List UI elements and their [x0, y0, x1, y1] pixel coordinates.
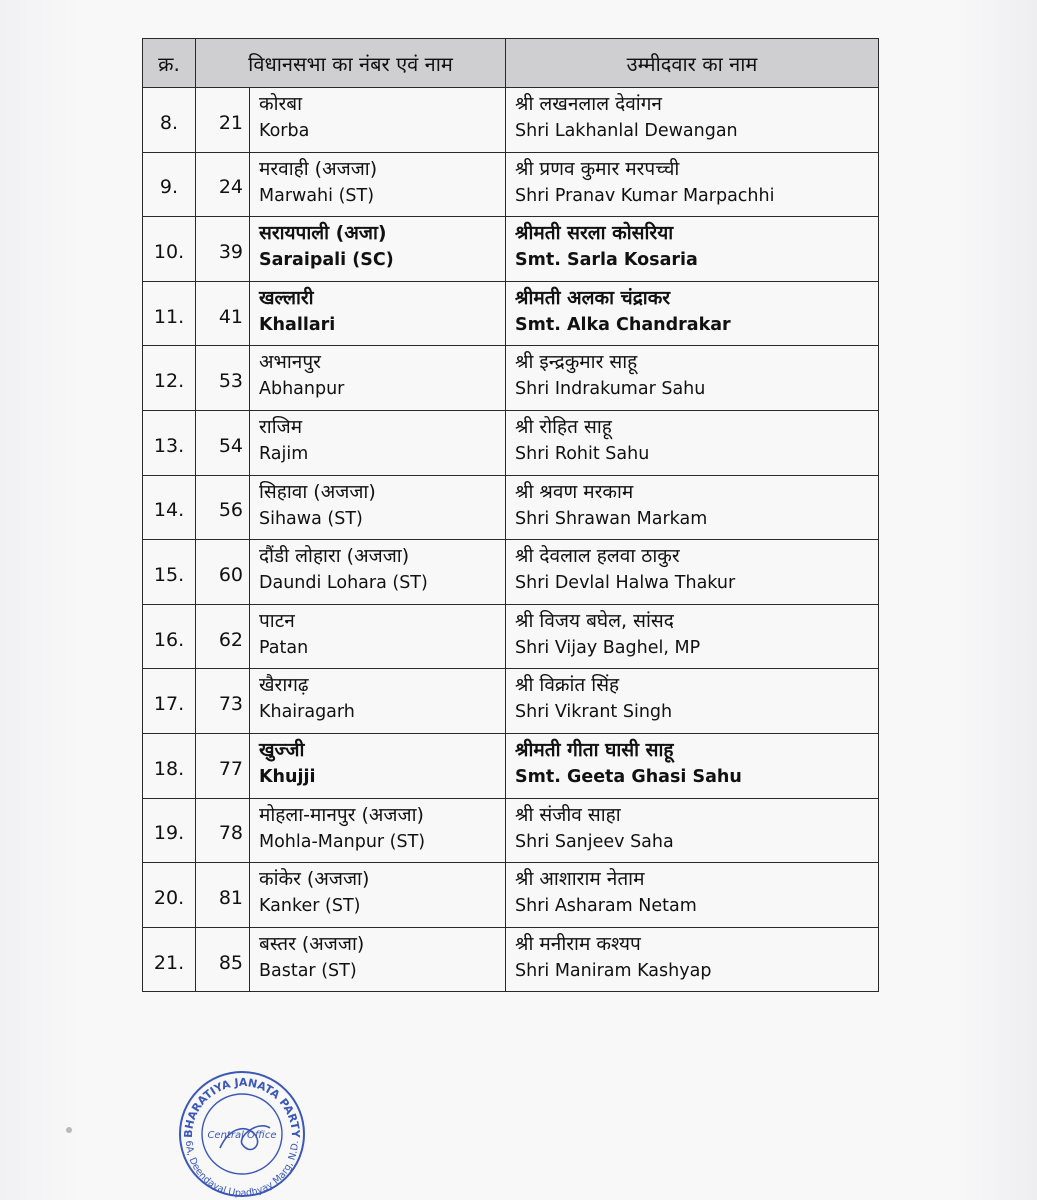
constituency-name-cell [250, 152, 506, 217]
candidate-name-hindi: श्री मनीराम कश्यप [515, 932, 641, 955]
serial-cell: 16. [143, 604, 196, 669]
candidate-name-english: Shri Devlal Halwa Thakur [515, 573, 736, 594]
constituency-number-cell: 56 [196, 475, 250, 540]
serial-cell: 13. [143, 410, 196, 475]
candidate-name-hindi: श्रीमती अलका चंद्राकर [515, 286, 671, 309]
candidate-name-cell [506, 733, 879, 798]
constituency-name-hindi: राजिम [259, 415, 303, 438]
candidate-name-english: Shri Vijay Baghel, MP [515, 637, 701, 658]
candidate-name-cell [506, 410, 879, 475]
party-office-stamp [172, 1066, 312, 1198]
candidate-name-hindi: श्री लखनलाल देवांगन [515, 93, 662, 115]
constituency-number-cell: 77 [196, 733, 250, 798]
table-row [143, 927, 879, 992]
constituency-name-hindi: मोहला-मानपुर (अजजा) [259, 803, 424, 826]
candidate-name-cell [506, 863, 879, 928]
stamp-lower-text: 6A, Deendayal Upadhyay Marg, N.D. [182, 1140, 302, 1198]
candidate-name-english: Smt. Sarla Kosaria [515, 250, 698, 271]
stamp-center-text: Central Office [207, 1130, 277, 1141]
candidate-name-hindi: श्री रोहित साहू [515, 415, 612, 438]
constituency-name-english: Saraipali (SC) [259, 250, 394, 271]
candidate-name-cell [506, 152, 879, 217]
constituency-name-cell [250, 669, 506, 734]
table-row [143, 281, 879, 346]
table-row [143, 217, 879, 282]
constituency-name-cell [250, 217, 506, 282]
table-row [143, 863, 879, 928]
constituency-name-cell [250, 604, 506, 669]
constituency-number-cell: 39 [196, 217, 250, 282]
candidate-name-english: Shri Asharam Netam [515, 896, 697, 917]
candidate-name-cell [506, 927, 879, 992]
table-body [143, 88, 879, 992]
constituency-number-cell: 24 [196, 152, 250, 217]
candidate-table [142, 38, 879, 992]
constituency-name-cell [250, 475, 506, 540]
constituency-number-cell: 73 [196, 669, 250, 734]
constituency-number-cell: 78 [196, 798, 250, 863]
candidate-name-english: Shri Lakhanlal Dewangan [515, 121, 738, 141]
candidate-name-english: Shri Sanjeev Saha [515, 831, 674, 852]
serial-cell: 21. [143, 927, 196, 992]
stamp-outer-text: BHARATIYA JANATA PARTY [181, 1075, 303, 1139]
candidate-name-cell [506, 281, 879, 346]
header-constituency: विधानसभा का नंबर एवं नाम [196, 39, 506, 88]
constituency-name-english: Kanker (ST) [259, 896, 361, 917]
table-header-row [143, 39, 879, 88]
serial-cell: 8. [143, 88, 196, 153]
table-row [143, 410, 879, 475]
candidate-name-english: Shri Shrawan Markam [515, 508, 708, 529]
constituency-name-cell [250, 733, 506, 798]
candidate-name-english: Shri Pranav Kumar Marpachhi [515, 185, 775, 206]
candidate-name-cell [506, 669, 879, 734]
candidate-name-hindi: श्री संजीव साहा [515, 803, 621, 826]
candidate-name-english: Smt. Geeta Ghasi Sahu [515, 766, 742, 787]
candidate-name-hindi: श्री इन्द्रकुमार साहू [515, 351, 638, 374]
candidate-name-hindi: श्रीमती गीता घासी साहू [515, 738, 674, 761]
table-row [143, 604, 879, 669]
candidate-name-english: Shri Vikrant Singh [515, 702, 673, 723]
candidate-name-cell [506, 346, 879, 411]
svg-text:6A, Deendayal Upadhyay Marg, N [183, 1140, 301, 1198]
candidate-name-hindi: श्री आशाराम नेताम [515, 868, 645, 891]
candidate-name-english: Shri Indrakumar Sahu [515, 379, 706, 400]
constituency-name-cell [250, 346, 506, 411]
candidate-name-hindi: श्री देवलाल हलवा ठाकुर [515, 545, 680, 568]
constituency-number-cell: 54 [196, 410, 250, 475]
serial-cell: 18. [143, 733, 196, 798]
table-row [143, 540, 879, 605]
constituency-name-english: Bastar (ST) [259, 960, 357, 981]
constituency-name-english: Mohla-Manpur (ST) [259, 831, 426, 852]
constituency-name-cell [250, 863, 506, 928]
constituency-number-cell: 62 [196, 604, 250, 669]
constituency-name-hindi: सिहावा (अजजा) [259, 480, 376, 503]
table-row [143, 733, 879, 798]
constituency-name-hindi: सरायपाली (अजा) [259, 222, 387, 245]
constituency-name-english: Sihawa (ST) [259, 508, 363, 529]
constituency-name-hindi: खुज्जी [259, 738, 305, 761]
serial-cell: 12. [143, 346, 196, 411]
table-row [143, 798, 879, 863]
candidate-name-cell [506, 475, 879, 540]
serial-cell: 15. [143, 540, 196, 605]
candidate-name-english: Smt. Alka Chandrakar [515, 314, 731, 335]
constituency-name-english: Khallari [259, 314, 336, 335]
candidate-name-english: Shri Rohit Sahu [515, 443, 650, 464]
header-serial: क्र. [143, 39, 196, 88]
header-candidate: उम्मीदवार का नाम [506, 39, 879, 88]
constituency-name-hindi: कोरबा [259, 93, 303, 115]
constituency-name-cell [250, 798, 506, 863]
constituency-name-hindi: कांकेर (अजजा) [259, 868, 370, 891]
constituency-name-cell [250, 927, 506, 992]
constituency-name-cell [250, 281, 506, 346]
constituency-name-cell [250, 540, 506, 605]
constituency-name-cell [250, 410, 506, 475]
serial-cell: 19. [143, 798, 196, 863]
constituency-number-cell: 60 [196, 540, 250, 605]
candidate-name-cell [506, 604, 879, 669]
candidate-name-english: Shri Maniram Kashyap [515, 960, 712, 981]
constituency-name-hindi: बस्तर (अजजा) [259, 932, 365, 955]
constituency-name-english: Korba [259, 121, 310, 141]
scan-speck [66, 1127, 72, 1133]
constituency-name-hindi: खल्लारी [259, 286, 314, 309]
table-row [143, 669, 879, 734]
table-row [143, 152, 879, 217]
constituency-name-english: Marwahi (ST) [259, 185, 375, 206]
constituency-name-hindi: खैरागढ़ [259, 674, 309, 697]
constituency-name-hindi: दौंडी लोहारा (अजजा) [259, 545, 410, 568]
candidate-name-cell [506, 88, 879, 153]
candidate-name-hindi: श्री श्रवण मरकाम [515, 480, 634, 503]
serial-cell: 11. [143, 281, 196, 346]
constituency-name-english: Abhanpur [259, 379, 345, 400]
constituency-name-hindi: अभानपुर [259, 351, 321, 374]
serial-cell: 14. [143, 475, 196, 540]
table-row [143, 346, 879, 411]
constituency-name-english: Daundi Lohara (ST) [259, 573, 428, 594]
constituency-name-english: Patan [259, 637, 309, 658]
constituency-name-english: Rajim [259, 443, 309, 464]
candidate-name-hindi: श्री विक्रांत सिंह [515, 674, 620, 697]
constituency-name-cell [250, 88, 506, 153]
candidate-name-cell [506, 540, 879, 605]
candidate-name-cell [506, 217, 879, 282]
constituency-number-cell: 81 [196, 863, 250, 928]
constituency-number-cell: 53 [196, 346, 250, 411]
serial-cell: 9. [143, 152, 196, 217]
constituency-name-english: Khairagarh [259, 702, 355, 723]
table-row [143, 88, 879, 153]
constituency-number-cell: 85 [196, 927, 250, 992]
constituency-name-hindi: पाटन [259, 609, 295, 632]
table-row [143, 475, 879, 540]
candidate-name-hindi: श्री विजय बघेल, सांसद [515, 609, 674, 632]
candidate-name-hindi: श्री प्रणव कुमार मरपच्ची [515, 157, 680, 180]
serial-cell: 17. [143, 669, 196, 734]
candidate-name-cell [506, 798, 879, 863]
constituency-name-hindi: मरवाही (अजजा) [259, 157, 378, 180]
constituency-name-english: Khujji [259, 766, 316, 787]
candidate-name-hindi: श्रीमती सरला कोसरिया [515, 222, 674, 245]
serial-cell: 10. [143, 217, 196, 282]
constituency-number-cell: 21 [196, 88, 250, 153]
serial-cell: 20. [143, 863, 196, 928]
constituency-number-cell: 41 [196, 281, 250, 346]
